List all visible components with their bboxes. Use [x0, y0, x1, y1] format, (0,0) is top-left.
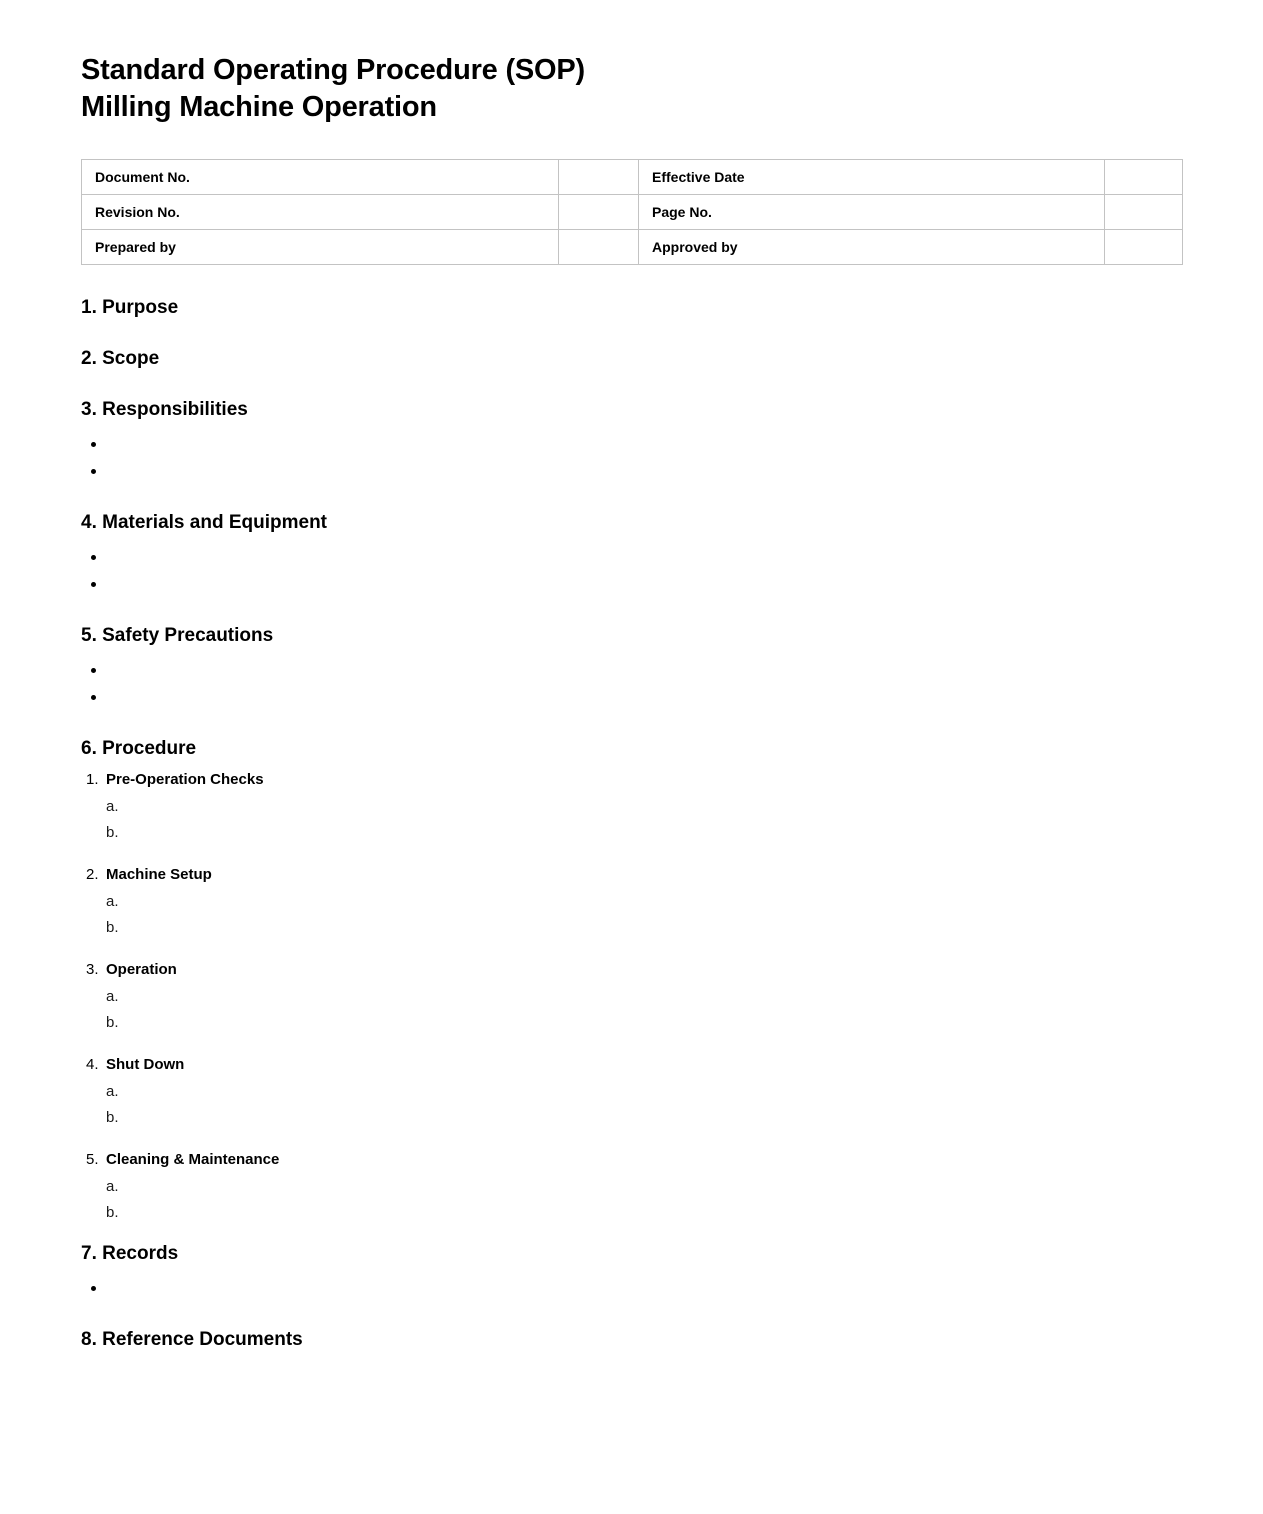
meta-label-effective-date: Effective Date — [639, 160, 1105, 195]
table-row — [82, 160, 1183, 195]
procedure-item-marker: 5. — [86, 1151, 99, 1168]
meta-label-approved-by: Approved by — [639, 230, 1105, 265]
list-item[interactable] — [81, 656, 1183, 683]
list-item[interactable] — [106, 1010, 1183, 1036]
safety-list — [81, 656, 1183, 710]
list-item — [81, 767, 1183, 846]
procedure-item-label: Machine Setup — [106, 866, 212, 883]
records-list — [81, 1274, 1183, 1301]
procedure-item-label: Operation — [106, 961, 177, 978]
page-title-line-2: Milling Machine Operation — [81, 91, 437, 123]
list-item[interactable] — [81, 543, 1183, 570]
list-item[interactable] — [106, 794, 1183, 820]
section-heading-records: 7. Records — [81, 1243, 179, 1264]
meta-value-prepared-by[interactable] — [559, 230, 639, 265]
meta-label-prepared-by: Prepared by — [82, 230, 559, 265]
list-item[interactable] — [106, 1200, 1183, 1226]
procedure-item-marker: 3. — [86, 961, 99, 978]
list-item — [81, 1052, 1183, 1131]
substep-marker: b. — [106, 919, 119, 936]
procedure-item-marker: 1. — [86, 771, 99, 788]
section-heading-safety-precautions: 5. Safety Precautions — [81, 625, 274, 646]
meta-value-effective-date[interactable] — [1105, 160, 1183, 195]
procedure-substep-list — [106, 794, 1183, 846]
meta-value-document-no[interactable] — [559, 160, 639, 195]
responsibilities-list — [81, 430, 1183, 484]
table-row — [82, 195, 1183, 230]
procedure-substep-list — [106, 1174, 1183, 1226]
substep-marker: a. — [106, 893, 119, 910]
section-heading-materials-and-equipment: 4. Materials and Equipment — [81, 512, 327, 533]
page-title — [81, 52, 1183, 126]
list-item[interactable] — [106, 915, 1183, 941]
list-item[interactable] — [106, 1174, 1183, 1200]
list-item — [81, 957, 1183, 1036]
meta-value-page-no[interactable] — [1105, 195, 1183, 230]
section-heading-procedure: 6. Procedure — [81, 738, 197, 759]
procedure-substep-list — [106, 984, 1183, 1036]
procedure-item-marker: 2. — [86, 866, 99, 883]
substep-marker: a. — [106, 798, 119, 815]
list-item[interactable] — [106, 889, 1183, 915]
substep-marker: a. — [106, 1178, 119, 1195]
list-item[interactable] — [81, 457, 1183, 484]
table-row — [82, 230, 1183, 265]
section-heading-purpose: 1. Purpose — [81, 297, 179, 318]
substep-marker: b. — [106, 824, 119, 841]
document-meta-table — [81, 159, 1183, 265]
procedure-item-marker: 4. — [86, 1056, 99, 1073]
list-item[interactable] — [106, 1105, 1183, 1131]
list-item[interactable] — [106, 1079, 1183, 1105]
procedure-substep-list — [106, 889, 1183, 941]
list-item — [81, 862, 1183, 941]
procedure-item-label: Pre-Operation Checks — [106, 771, 264, 788]
procedure-substep-list — [106, 1079, 1183, 1131]
procedure-item-label: Shut Down — [106, 1056, 185, 1073]
substep-marker: b. — [106, 1014, 119, 1031]
list-item[interactable] — [81, 683, 1183, 710]
meta-label-page-no: Page No. — [639, 195, 1105, 230]
procedure-item-label: Cleaning & Maintenance — [106, 1151, 280, 1168]
meta-label-document-no: Document No. — [82, 160, 559, 195]
substep-marker: a. — [106, 1083, 119, 1100]
list-item[interactable] — [81, 570, 1183, 597]
section-heading-reference-documents: 8. Reference Documents — [81, 1329, 303, 1350]
list-item[interactable] — [81, 1274, 1183, 1301]
materials-list — [81, 543, 1183, 597]
substep-marker: b. — [106, 1109, 119, 1126]
list-item[interactable] — [106, 984, 1183, 1010]
procedure-list — [81, 767, 1183, 1226]
page-title-line-1: Standard Operating Procedure (SOP) — [81, 54, 586, 86]
section-heading-responsibilities: 3. Responsibilities — [81, 399, 248, 420]
meta-value-revision-no[interactable] — [559, 195, 639, 230]
substep-marker: b. — [106, 1204, 119, 1221]
list-item[interactable] — [81, 430, 1183, 457]
list-item[interactable] — [106, 820, 1183, 846]
list-item — [81, 1147, 1183, 1226]
meta-value-approved-by[interactable] — [1105, 230, 1183, 265]
substep-marker: a. — [106, 988, 119, 1005]
section-heading-scope: 2. Scope — [81, 348, 160, 369]
meta-label-revision-no: Revision No. — [82, 195, 559, 230]
